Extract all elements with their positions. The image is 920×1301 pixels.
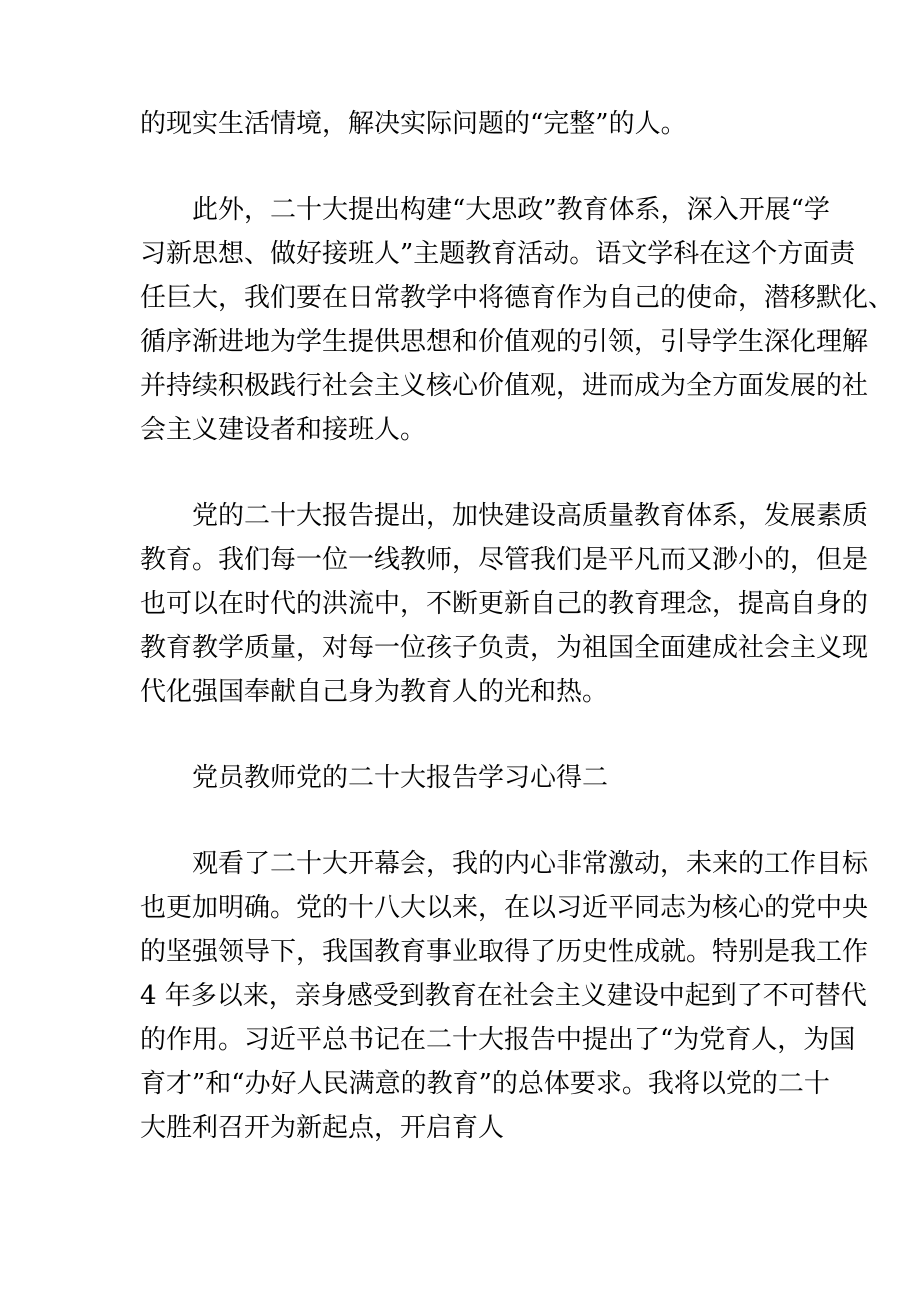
paragraph-line: 会主义建设者和接班人。 bbox=[140, 415, 427, 445]
section-heading: 党员教师党的二十大报告学习心得二 bbox=[192, 763, 609, 793]
paragraph-line: 此外，二十大提出构建“大思政”教育体系，深入开展“学 bbox=[192, 195, 830, 225]
paragraph-line: 习新思想、做好接班人”主题教育活动。语文学科在这个方面责 bbox=[140, 239, 856, 269]
paragraph-line: 育才”和“办好人民满意的教育”的总体要求。我将以党的二十 bbox=[140, 1069, 830, 1099]
paragraph-line: 的现实生活情境，解决实际问题的“完整”的人。 bbox=[140, 109, 687, 139]
paragraph-line: 党的二十大报告提出，加快建设高质量教育体系，发展素质 bbox=[192, 501, 869, 531]
paragraph-line: 也可以在时代的洪流中，不断更新自己的教育理念，提高自身的 bbox=[140, 589, 869, 619]
paragraph-line: 的作用。习近平总书记在二十大报告中提出了“为党育人，为国 bbox=[140, 1025, 856, 1055]
paragraph-line: 大胜利召开为新起点，开启育人 bbox=[140, 1113, 505, 1143]
paragraph-line: 教育教学质量，对每一位孩子负责，为祖国全面建成社会主义现 bbox=[140, 633, 869, 663]
paragraph-line: 也更加明确。党的十八大以来，在以习近平同志为核心的党中央 bbox=[140, 893, 869, 923]
paragraph-line: 并持续积极践行社会主义核心价值观，进而成为全方面发展的社 bbox=[140, 371, 869, 401]
paragraph-line: 代化强国奉献自己身为教育人的光和热。 bbox=[140, 677, 609, 707]
paragraph-line: 观看了二十大开幕会，我的内心非常激动，未来的工作目标 bbox=[192, 849, 869, 879]
paragraph-line: 的坚强领导下，我国教育事业取得了历史性成就。特别是我工作 bbox=[140, 937, 869, 967]
paragraph-line: 循序渐进地为学生提供思想和价值观的引领，引导学生深化理解 bbox=[140, 327, 869, 357]
paragraph-line: 4 年多以来，亲身感受到教育在社会主义建设中起到了不可替代 bbox=[140, 981, 867, 1011]
paragraph-line: 任巨大，我们要在日常教学中将德育作为自己的使命，潜移默化、 bbox=[140, 283, 895, 313]
paragraph-line: 教育。我们每一位一线教师，尽管我们是平凡而又渺小的，但是 bbox=[140, 545, 869, 575]
